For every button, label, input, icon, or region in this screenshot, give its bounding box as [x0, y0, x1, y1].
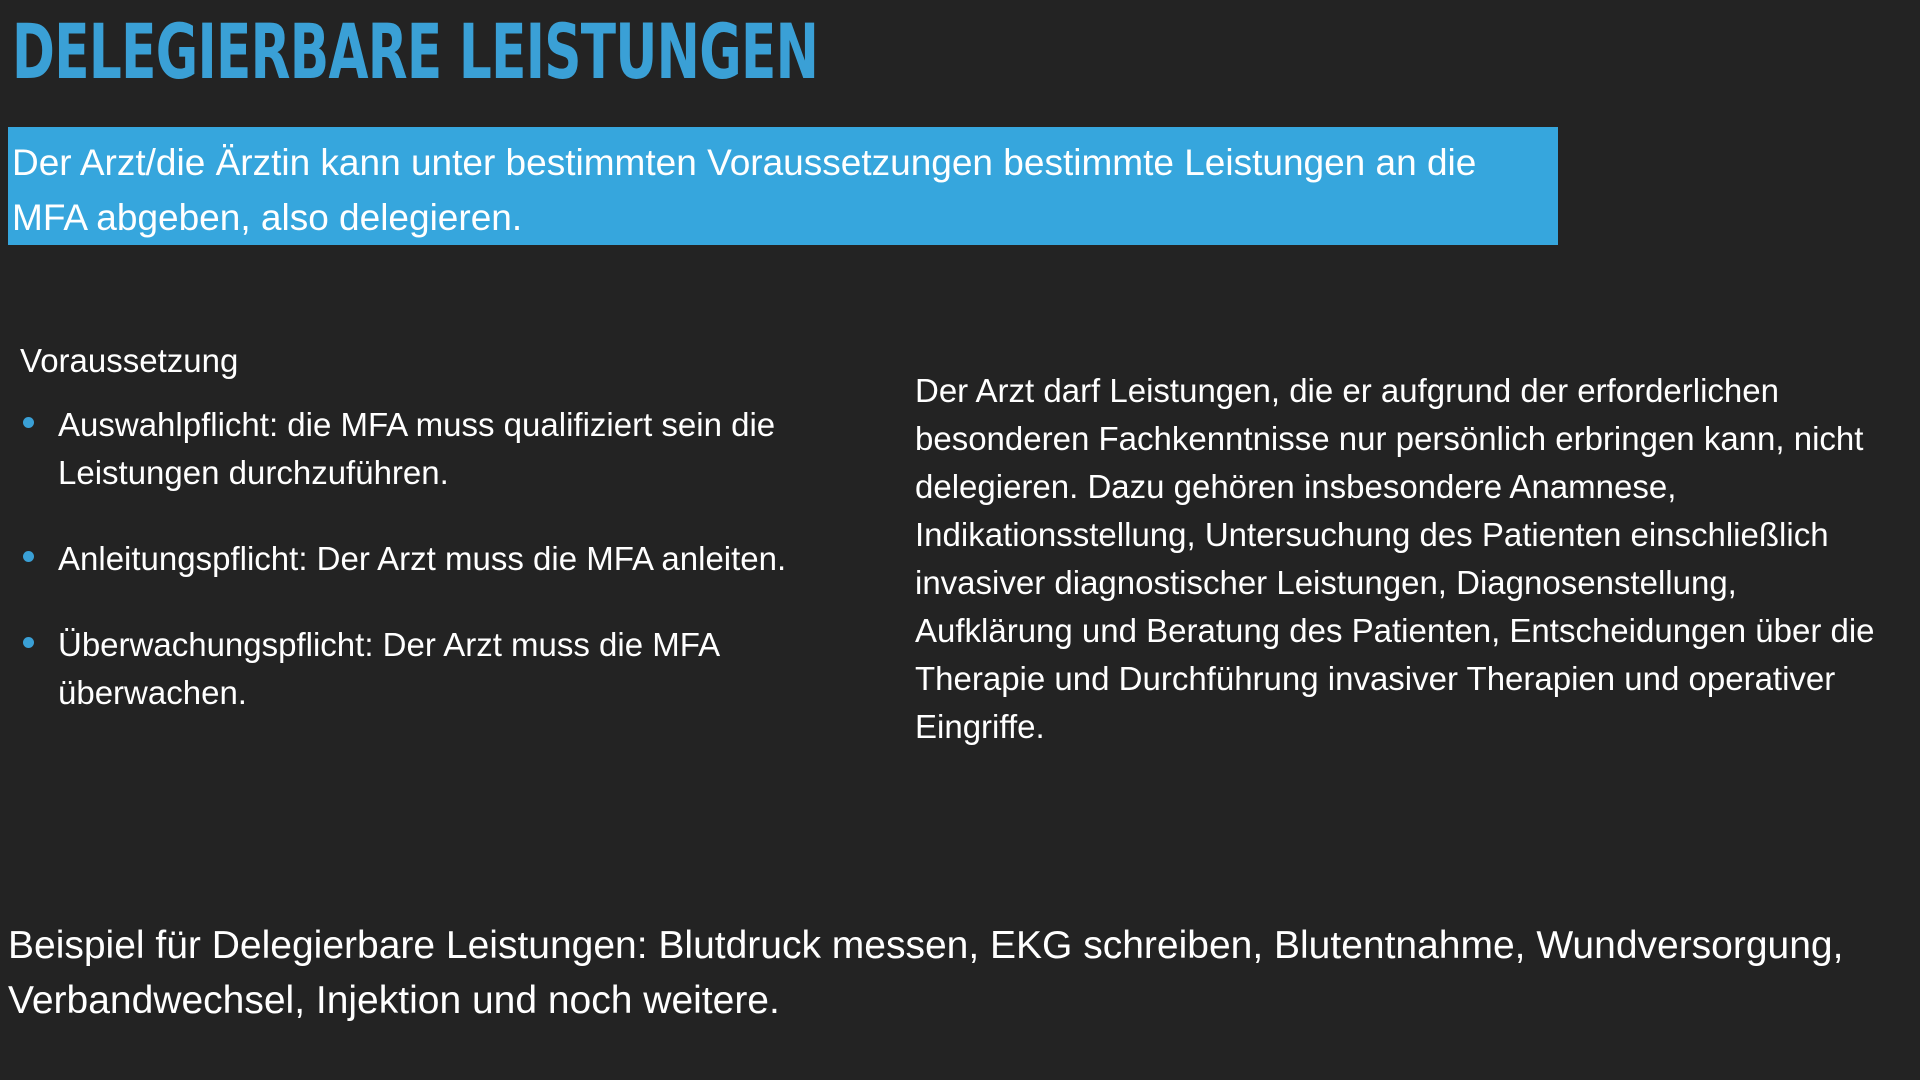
requirements-heading: Voraussetzung — [20, 342, 239, 379]
requirements-list — [20, 401, 880, 717]
requirements-column — [20, 337, 880, 755]
non-delegable-paragraph: Der Arzt darf Leistungen, die er aufgrund der erforderlichen besonderen Fachkenntnisse nur persönlich erbringen kann, nicht delegieren. Dazu gehören insbesondere Anamnese, Indikationsstellung, Untersuchung des Patienten einschließlich invasiver diagnostischer Leistungen, Diagnosenstellung, Aufklärung und Beratung des Patienten, Entscheidungen über die Therapie und Durchführung invasiver Therapien und operativer Eingriffe. — [915, 372, 1875, 745]
example-text: Beispiel für Delegierbare Leistungen: Blutdruck messen, EKG schreiben, Blutentnahme, Wundversorgung, Verbandwechsel, Injektion und noch weitere. — [8, 924, 1844, 1022]
intro-box — [8, 127, 1558, 245]
list-item — [20, 621, 880, 717]
list-item — [20, 401, 880, 497]
bullet-dot-icon — [23, 417, 34, 428]
bullet-text: Überwachungspflicht: Der Arzt muss die MFA überwachen. — [58, 626, 719, 711]
bullet-text: Anleitungspflicht: Der Arzt muss die MFA anleiten. — [58, 540, 787, 577]
bullet-text: Auswahlpflicht: die MFA muss qualifiziert sein die Leistungen durchzuführen. — [58, 406, 776, 491]
bullet-dot-icon — [23, 551, 34, 562]
list-item — [20, 535, 880, 583]
intro-text: Der Arzt/die Ärztin kann unter bestimmten Voraussetzungen bestimmte Leistungen an die MFA abgeben, also delegieren. — [12, 142, 1477, 238]
bullet-dot-icon — [23, 637, 34, 648]
slide-title: DELEGIERBARE LEISTUNGEN — [12, 7, 819, 96]
